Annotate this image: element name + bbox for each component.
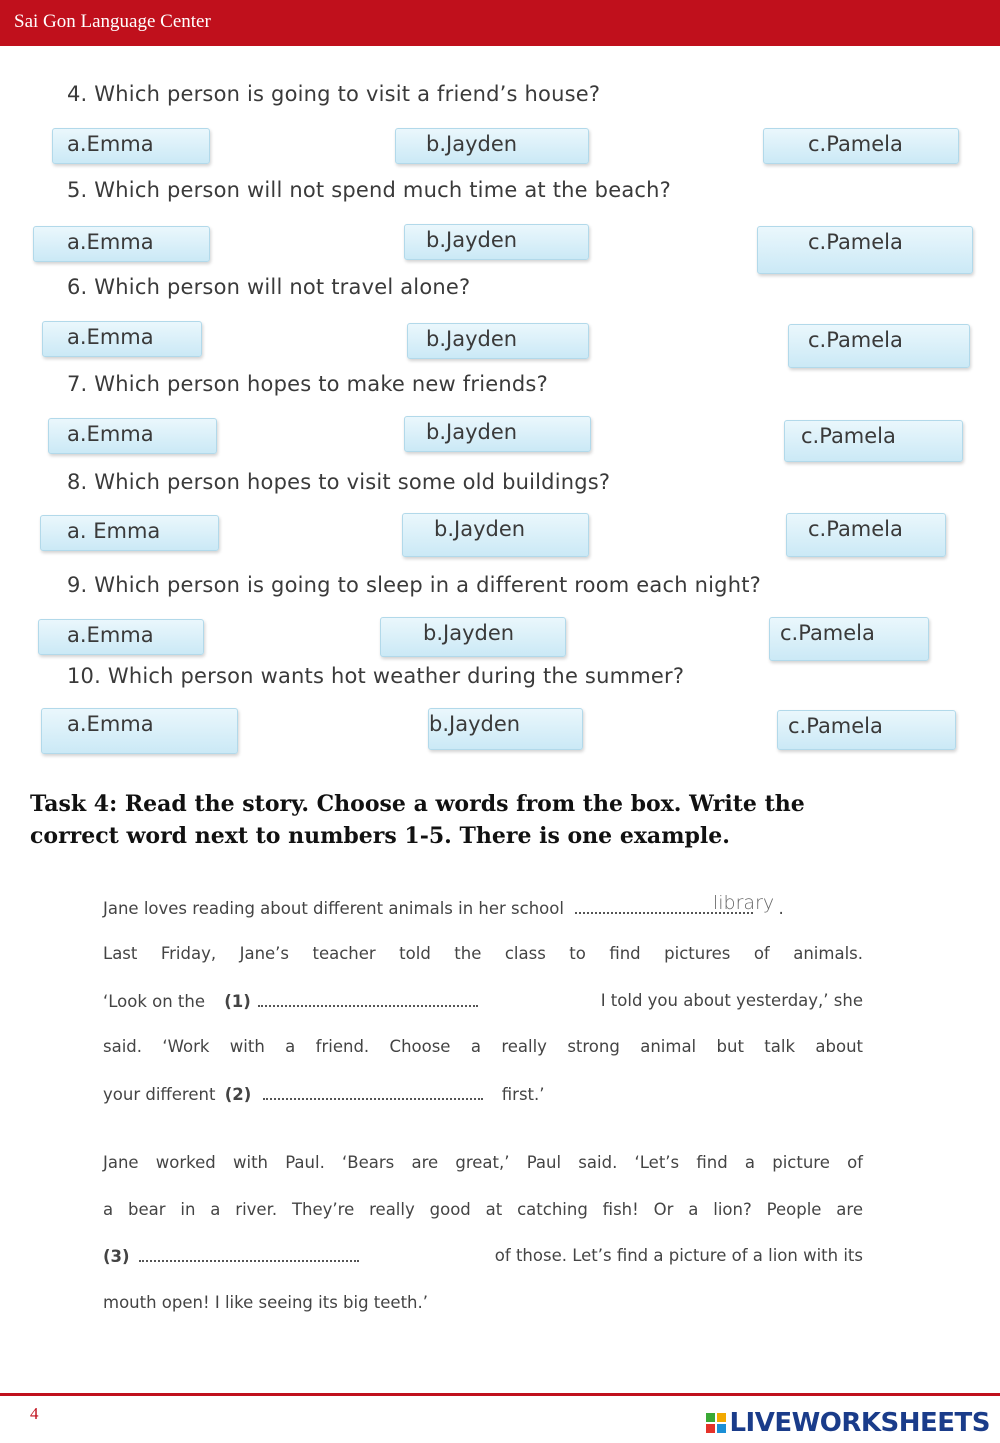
q6-option-c[interactable]: c.Pamela (788, 324, 970, 368)
q7-option-b[interactable]: b.Jayden (404, 416, 591, 452)
question-7: 7. Which person hopes to make new friends? (67, 372, 548, 396)
story-period: . (778, 899, 784, 918)
q6-option-a[interactable]: a.Emma (42, 321, 202, 357)
story-line-3 (103, 991, 863, 1011)
story-text: I told you about yesterday,’ she (600, 991, 863, 1010)
q4-option-c[interactable]: c.Pamela (763, 128, 959, 164)
page-number: 4 (30, 1404, 39, 1423)
answer-gap-2[interactable] (263, 1084, 483, 1100)
q9-option-b[interactable]: b.Jayden (380, 617, 566, 657)
example-answer: library (713, 892, 775, 914)
question-10: 10. Which person wants hot weather during the summer? (67, 664, 685, 688)
story-line-6: Jane worked with Paul. ‘Bears are great,’ Paul said. ‘Let’s find a picture of (103, 1153, 863, 1172)
q10-option-b[interactable]: b.Jayden (428, 708, 583, 750)
story-text: of those. Let’s find a picture of a lion with its (494, 1246, 863, 1265)
brand-grid-icon (706, 1413, 726, 1433)
story-line-4: said. ‘Work with a friend. Choose a really strong animal but talk about (103, 1037, 863, 1056)
story-text: ‘Look on the (103, 992, 206, 1011)
q7-option-a[interactable]: a.Emma (48, 418, 217, 454)
story-line-7: a bear in a river. They’re really good at catching fish! Or a lion? People are (103, 1200, 863, 1219)
story-line-5 (103, 1084, 545, 1104)
story-line-8 (103, 1246, 863, 1266)
story-line-1 (103, 898, 784, 918)
gap-number-2: (2) (224, 1085, 252, 1104)
q10-option-a[interactable]: a.Emma (41, 708, 238, 754)
q7-option-c[interactable]: c.Pamela (784, 420, 963, 462)
task-4-heading (30, 788, 930, 852)
answer-gap-1[interactable] (258, 991, 478, 1007)
story-text: Jane loves reading about different animals in her school (103, 899, 564, 918)
header-bar (0, 0, 1000, 46)
story-line-2: Last Friday, Jane’s teacher told the class to find pictures of animals. (103, 944, 863, 963)
story-line-9: mouth open! I like seeing its big teeth.’ (103, 1293, 428, 1312)
q8-option-a[interactable]: a. Emma (40, 515, 219, 551)
q4-option-a[interactable]: a.Emma (52, 128, 210, 164)
q5-option-b[interactable]: b.Jayden (404, 224, 589, 260)
q8-option-c[interactable]: c.Pamela (786, 513, 946, 557)
q5-option-a[interactable]: a.Emma (33, 226, 210, 262)
task-4-line-1: Task 4: Read the story. Choose a words from the box. Write the (30, 791, 805, 817)
story-text: your different (103, 1085, 216, 1104)
answer-gap-3[interactable] (139, 1246, 359, 1262)
q6-option-b[interactable]: b.Jayden (407, 323, 589, 359)
q9-option-a[interactable]: a.Emma (38, 619, 204, 655)
brand-name: LIVEWORKSHEETS (729, 1408, 990, 1438)
header-title: Sai Gon Language Center (14, 11, 211, 32)
question-6: 6. Which person will not travel alone? (67, 275, 471, 299)
story-text: first.’ (501, 1085, 545, 1104)
liveworksheets-logo (706, 1408, 990, 1438)
footer-divider (0, 1393, 1000, 1396)
question-9: 9. Which person is going to sleep in a different room each night? (67, 573, 761, 597)
q4-option-b[interactable]: b.Jayden (395, 128, 589, 164)
question-8: 8. Which person hopes to visit some old buildings? (67, 470, 611, 494)
q8-option-b[interactable]: b.Jayden (402, 513, 589, 557)
question-5: 5. Which person will not spend much time at the beach? (67, 178, 671, 202)
question-4: 4. Which person is going to visit a friend’s house? (67, 82, 601, 106)
gap-number-1: (1) (224, 992, 251, 1011)
task-4-line-2: correct word next to numbers 1-5. There is one example. (30, 823, 730, 849)
q5-option-c[interactable]: c.Pamela (757, 226, 973, 274)
q9-option-c[interactable]: c.Pamela (769, 617, 929, 661)
q10-option-c[interactable]: c.Pamela (777, 710, 956, 750)
gap-number-3: (3) (103, 1247, 130, 1266)
